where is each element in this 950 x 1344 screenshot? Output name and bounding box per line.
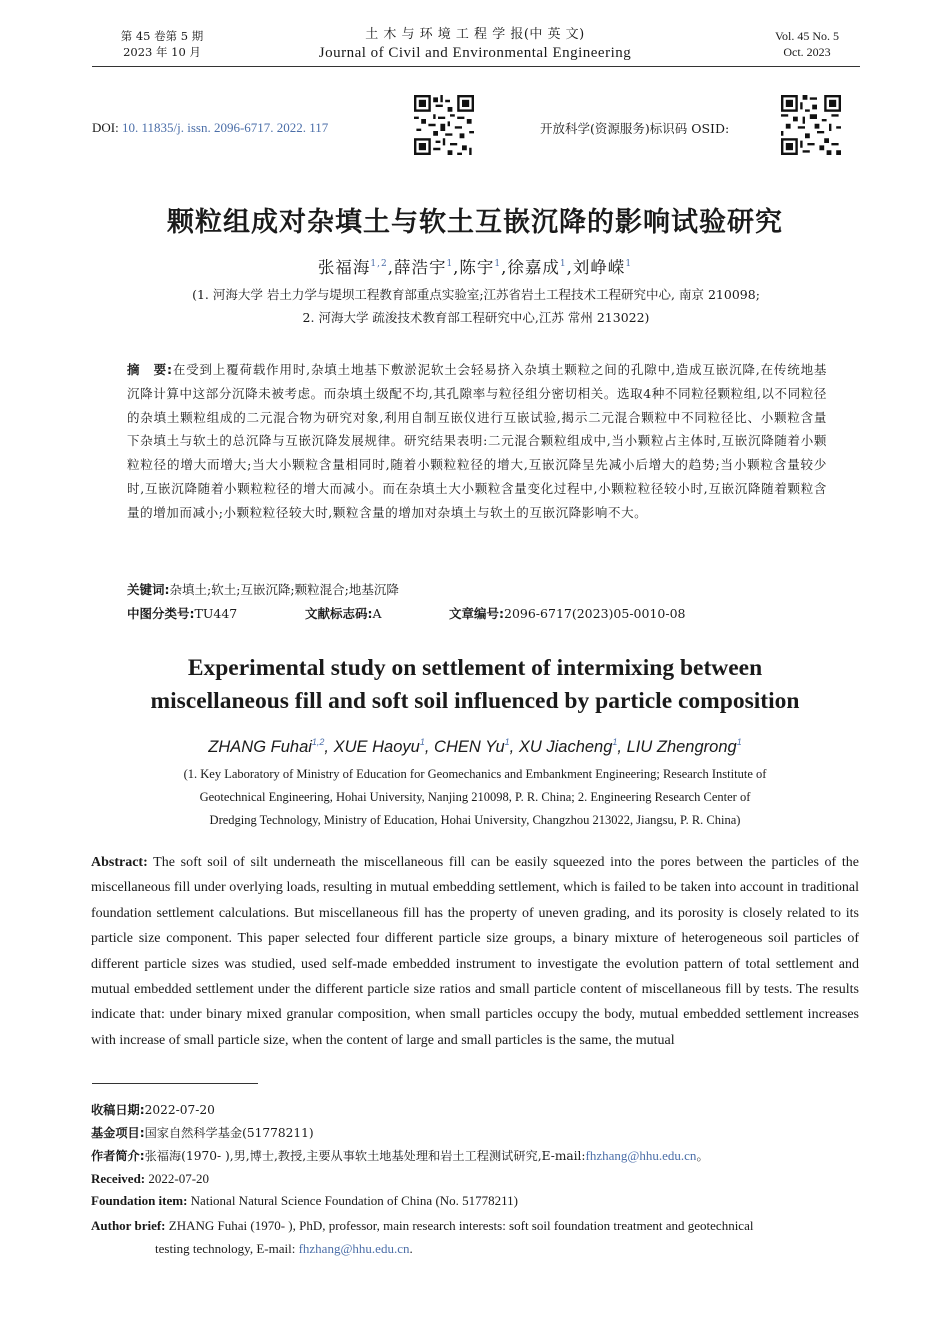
journal-name-en: Journal of Civil and Environmental Engineering [318,45,632,61]
clc-value: TU447 [194,606,238,621]
doi-qr-code-icon [414,95,474,155]
author-affil-sup: 1 [504,737,510,747]
author-affil-sup: 1 [625,259,633,269]
abstract-en-text: The soft soil of silt underneath the miscellaneous fill can be easily squeezed into the pores between the particles of the miscellaneous fill under overlying loads, resulting in mutual embedding settlement, which is failed to be taken into account in traditional foundation settlement calculations. But miscellaneous fill has the property of uneven grading, and its porosity is closely related to its particle size component. This paper selected four different particle size groups, a binary mixture of heterogeneous soil particles of different particle sizes was studied, used self-made embedded instrument to investigate the evolution pattern of total settlement and mutual embedded settlement under the different particle size ratios and small particle content of miscellaneous fill by tests. The results indicate that: under binary mixed granular composition, when small particles occupy the body, mutual embedded settlement increases with increase of small particle size, when the content of large and small particles is the same, the mutual [91,855,859,1048]
abstract-cn [127,358,827,525]
abstract-en-label: Abstract: [91,855,148,870]
volume-cn: 第 45 卷第 5 期 [120,29,204,43]
author-brief-en-text-2: testing technology, E-mail: [155,1241,299,1256]
affiliation-en-line: (1. Key Laboratory of Ministry of Education for Geomechanics and Embankment Engineering; Research Institute of [183,767,767,781]
received-cn [91,1101,861,1119]
author-brief-en [91,1214,861,1260]
author-affil-sup: 1 [559,259,567,269]
author-affil-sup: 1 [419,737,425,747]
article-number [449,604,685,622]
affiliations-cn [92,283,860,329]
doi-line [92,120,328,136]
authors-en [60,737,890,757]
author-cn: 薛浩宇 [393,258,447,277]
keywords-cn [127,580,399,598]
affiliation-en-line: Dredging Technology, Ministry of Education, Hohai University, Changzhou 213022, Jiangsu, P. R. China) [209,813,741,827]
author-affil-sup: 1 [446,259,454,269]
author-brief-cn-label: 作者简介: [91,1149,145,1163]
footnote-rule [92,1083,258,1084]
issue-info-en [742,28,872,60]
email-link[interactable]: fhzhang@hhu.edu.cn [298,1241,410,1256]
fund-cn-value: 国家自然科学基金(51778211) [144,1126,314,1140]
abstract-cn-text: 在受到上覆荷载作用时,杂填土地基下敷淤泥软土会轻易挤入杂填土颗粒之间的孔隙中,造成互嵌沉降,在传统地基沉降计算中这部分沉降未被考虑。而杂填土级配不均,其孔隙率与粒径组分密切相关。选取4种不同粒径颗粒组,以不同粒径的杂填土颗粒组成的二元混合物为研究对象,利用自制互嵌仪进行互嵌试验,揭示二元混合颗粒中不同粒径比、小颗粒含量下杂填土与软土的总沉降与互嵌沉降发展规律。研究结果表明:二元混合颗粒组成中,当小颗粒占主体时,互嵌沉降随着小颗粒粒径的增大而增大;当大小颗粒含量相同时,随着小颗粒粒径的增大,互嵌沉降呈先减小后增大的趋势;当小颗粒含量较少时,互嵌沉降随着小颗粒粒径的增大而减小。而在杂填土大小颗粒含量变化过程中,小颗粒粒径较小时,互嵌沉降随着颗粒含量的增加而减小;小颗粒粒径较大时,颗粒含量的增加对杂填土与软土的互嵌沉降影响不大。 [127,362,827,520]
page-title-cn: 颗粒组成对杂填土与软土互嵌沉降的影响试验研究 [167,207,783,238]
title-en-line: miscellaneous fill and soft soil influenced by particle composition [150,688,800,714]
author-separator: , [453,258,460,277]
journal-name [270,26,680,62]
volume-en: Vol. 45 No. 5 [774,29,840,43]
affiliation-cn-line: (1. 河海大学 岩土力学与堤坝工程教育部重点实验室;江苏省岩土工程技术工程研究中心, 南京 210098; [192,287,760,302]
author-separator: , [509,738,515,756]
issue-info-cn [92,28,232,60]
keywords-cn-label: 关键词: [127,582,170,597]
fund-cn [91,1124,861,1142]
abstract-cn-label: 摘 要: [127,362,173,377]
author-en: ZHANG Fuhai [208,738,312,756]
author-en: CHEN Yu [434,738,505,756]
author-en: LIU Zhengrong [626,738,737,756]
received-cn-value: 2022-07-20 [144,1103,215,1117]
author-affil-sup: 1 [736,737,742,747]
abstract-en [91,850,859,1053]
author-brief-en-text: ZHANG Fuhai (1970- ), PhD, professor, main research interests: soft soil foundation treatment and geotechnical [165,1218,754,1233]
email-link[interactable]: fhzhang@hhu.edu.cn [585,1148,697,1163]
osid-label: 开放科学(资源服务)标识码 OSID: [540,121,730,136]
author-separator: , [566,258,573,277]
fund-en-label: Foundation item: [91,1193,188,1208]
author-cn: 陈宇 [459,258,495,277]
affiliations-en [120,763,830,832]
author-affil-sup: 1 [612,737,618,747]
doi-label: DOI: [92,120,119,135]
received-en-label: Received: [91,1171,146,1186]
affiliation-en-line: Geotechnical Engineering, Hohai University, Nanjing 210098, P. R. China; 2. Engineering Research Center of [199,790,751,804]
date-cn: 2023 年 10 月 [123,45,201,59]
classification-line [127,604,827,622]
journal-name-cn: 土 木 与 环 境 工 程 学 报(中 英 文) [365,27,585,42]
osid-qr-code-icon [781,95,841,155]
author-affil-sup: 1 [494,259,502,269]
author-affil-sup: 1,2 [370,259,388,269]
author-en: XUE Haoyu [333,738,420,756]
fund-cn-label: 基金项目: [91,1126,145,1140]
doc-code [305,604,449,622]
article-number-label: 文章编号: [449,606,504,621]
page-title-en [60,652,890,718]
author-separator: , [617,738,623,756]
author-cn: 张福海 [317,258,371,277]
keywords-cn-text: 杂填土;软土;互嵌沉降;颗粒混合;地基沉降 [169,582,399,597]
author-brief-cn [91,1147,861,1165]
received-en-value: 2022-07-20 [145,1171,210,1186]
author-brief-cn-text: 张福海(1970- ),男,博士,教授,主要从事软土地基处理和岩土工程测试研究,E-mail: [144,1149,586,1163]
authors-cn [60,254,890,278]
author-separator: , [501,258,508,277]
author-separator: , [424,738,430,756]
author-separator: , [324,738,330,756]
fund-en [91,1192,861,1210]
clc-number [127,604,305,622]
author-cn: 徐嘉成 [507,258,560,277]
author-brief-en-end: . [409,1241,413,1256]
author-en: XU Jiacheng [518,738,613,756]
author-cn: 刘峥嵘 [572,258,626,277]
doc-code-label: 文献标志码: [305,606,373,621]
doc-code-value: A [372,606,382,621]
date-en: Oct. 2023 [783,45,831,59]
header-rule [92,66,860,67]
doi-link[interactable]: 10. 11835/j. issn. 2096-6717. 2022. 117 [121,120,329,135]
article-number-value: 2096-6717(2023)05-0010-08 [504,606,686,621]
author-separator: , [387,258,394,277]
affiliation-cn-line: 2. 河海大学 疏浚技术教育部工程研究中心,江苏 常州 213022) [302,310,650,325]
author-brief-cn-end: 。 [696,1149,709,1163]
author-brief-en-label: Author brief: [91,1218,166,1233]
fund-en-value: National Natural Science Foundation of China (No. 51778211) [187,1193,519,1208]
clc-label: 中图分类号: [127,606,195,621]
received-en [91,1170,861,1188]
author-affil-sup: 1,2 [311,737,325,747]
received-cn-label: 收稿日期: [91,1103,145,1117]
title-en-line: Experimental study on settlement of intermixing between [187,655,763,681]
